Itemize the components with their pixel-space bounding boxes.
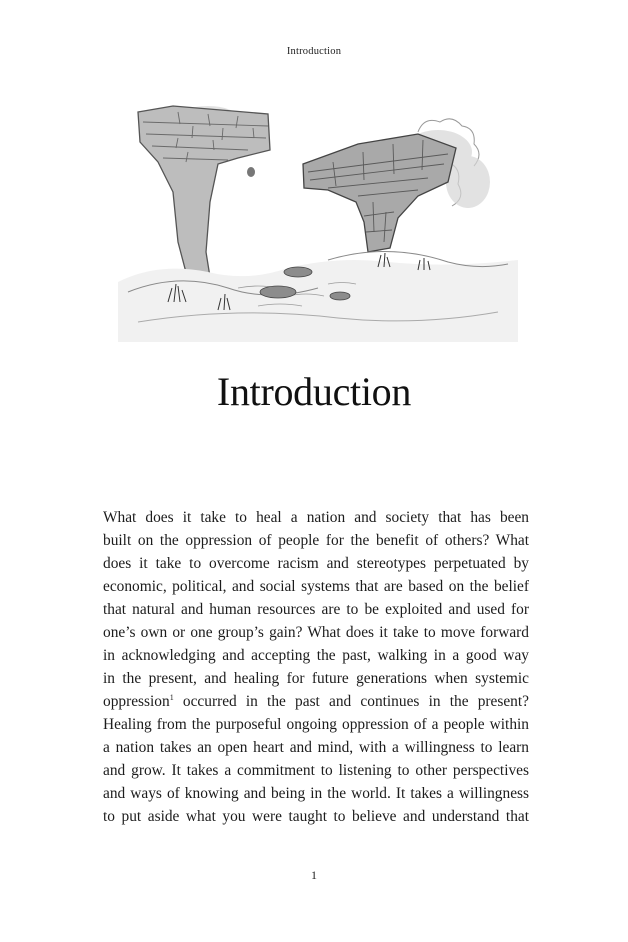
broken-bridge-illustration xyxy=(118,92,518,342)
body-line: a nation takes an open heart and mind, with a willingness to learn xyxy=(103,739,529,756)
body-line: built on the oppression of people for the benefit of others? What xyxy=(103,532,529,549)
body-line: in the present, and healing for future generations when systemic xyxy=(103,670,529,687)
body-line: does it take to overcome racism and stereotypes perpetuated by xyxy=(103,555,529,572)
body-line: economic, political, and social systems that are based on the belief xyxy=(103,578,529,595)
body-line: in acknowledging and accepting the past, walking in a good way xyxy=(103,647,529,664)
body-line: one’s own or one group’s gain? What does it take to move forward xyxy=(103,624,529,641)
body-line: What does it take to heal a nation and society that has been xyxy=(103,509,529,526)
body-line: that natural and human resources are to be exploited and used for xyxy=(103,601,529,618)
body-line: and grow. It takes a commitment to listening to other perspectives xyxy=(103,762,529,779)
body-line: to put aside what you were taught to believe and understand that xyxy=(103,808,529,825)
body-line-with-footnote xyxy=(103,690,529,713)
page-number: 1 xyxy=(311,868,317,882)
body-text xyxy=(103,506,529,828)
oppression-word: oppression xyxy=(103,693,170,710)
running-header: Introduction xyxy=(286,46,342,57)
body-line: Healing from the purposeful ongoing oppression of a people within xyxy=(103,716,529,733)
body-line: and ways of knowing and being in the world. It takes a willingness xyxy=(103,785,529,802)
line-remainder: occurred in the past and continues in the present? xyxy=(182,693,529,710)
chapter-title: Introduction xyxy=(216,369,412,414)
footnote-marker[interactable]: 1 xyxy=(169,693,174,702)
